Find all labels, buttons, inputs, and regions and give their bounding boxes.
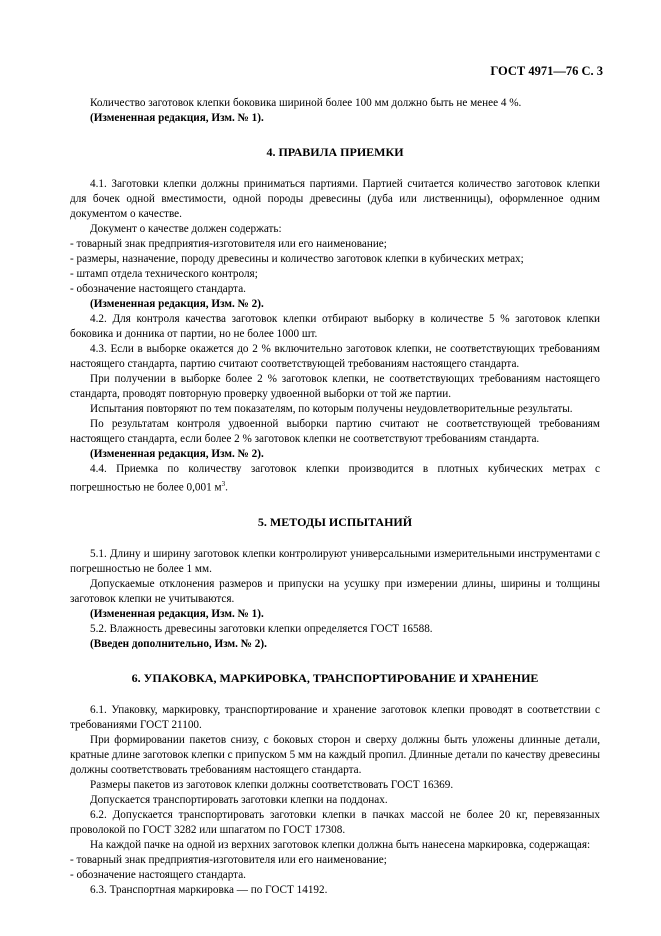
document-body bbox=[70, 96, 600, 898]
paragraph-text: 4.4. Приемка по количеству заготовок клепки производится в плотных кубических метрах с погрешностью не более 0,001 м bbox=[70, 463, 600, 494]
list-item: - товарный знак предприятия-изготовителя или его наименование; bbox=[70, 853, 387, 866]
paragraph-end: . bbox=[225, 481, 228, 494]
paragraph: Количество заготовок клепки боковика шириной более 100 мм должно быть не менее 4 %. bbox=[90, 97, 522, 109]
revision-note: (Измененная редакция, Изм. № 1). bbox=[90, 607, 264, 620]
revision-note: (Измененная редакция, Изм. № 2). bbox=[90, 298, 264, 310]
paragraph: Размеры пакетов из заготовок клепки должны соответствовать ГОСТ 16369. bbox=[90, 778, 454, 791]
page-header: ГОСТ 4971—76 С. 3 bbox=[490, 64, 603, 78]
paragraph: 6.1. Упаковку, маркировку, транспортирование и хранение заготовок клепки проводят в соответствии с требованиями ГОСТ 21100. bbox=[70, 703, 600, 731]
paragraph: Документ о качестве должен содержать: bbox=[90, 223, 282, 235]
list-item: - размеры, назначение, породу древесины и количество заготовок клепки в кубических метрах; bbox=[70, 253, 524, 265]
section-5-title: 5. МЕТОДЫ ИСПЫТАНИЙ bbox=[257, 514, 413, 529]
list-item: - обозначение настоящего стандарта. bbox=[70, 283, 246, 295]
paragraph: 5.2. Влажность древесины заготовки клепки определяется ГОСТ 16588. bbox=[90, 622, 433, 635]
section-4-title: 4. ПРАВИЛА ПРИЕМКИ bbox=[266, 145, 404, 159]
revision-note: (Измененная редакция, Изм. № 1). bbox=[90, 112, 264, 124]
revision-note: (Введен дополнительно, Изм. № 2). bbox=[90, 637, 267, 650]
list-item: - товарный знак предприятия-изготовителя или его наименование; bbox=[70, 238, 387, 250]
paragraph: Испытания повторяют по тем показателям, по которым получены неудовлетворительные результаты. bbox=[90, 403, 573, 415]
paragraph bbox=[70, 462, 600, 496]
paragraph: На каждой пачке на одной из верхних заготовок клепки должна быть нанесена маркировка, содержащая: bbox=[90, 838, 591, 851]
paragraph: Допускаемые отклонения размеров и припуски на усушку при измерении длины, ширины и толщины заготовок клепки не учитываются. bbox=[70, 577, 600, 605]
paragraph: По результатам контроля удвоенной выборки партию считают не соответствующей требованиям настоящего стандарта, если более 2 % заготовок клепки не соответствуют требованиям стандарта. bbox=[70, 418, 600, 445]
paragraph: Допускается транспортировать заготовки клепки на поддонах. bbox=[90, 793, 388, 806]
section-6-title: 6. УПАКОВКА, МАРКИРОВКА, ТРАНСПОРТИРОВАНИЕ И ХРАНЕНИЕ bbox=[131, 670, 539, 685]
paragraph: 6.2. Допускается транспортировать заготовки клепки в пачках массой не более 20 кг, перевязанных проволокой по ГОСТ 3282 или шпагатом по ГОСТ 17308. bbox=[70, 808, 600, 836]
paragraph: При формировании пакетов снизу, с боковых сторон и сверху должны быть уложены длинные детали, кратные длине заготовок клепки с припуском 5 мм на каждый пропил. Длинные детали по качеству древесины должны соответствовать требованиям настоящего стандарта. bbox=[70, 733, 600, 776]
paragraph: 5.1. Длину и ширину заготовок клепки контролируют универсальными измерительными инструментами с погрешностью не более 1 мм. bbox=[70, 547, 600, 575]
list-item: - обозначение настоящего стандарта. bbox=[70, 868, 246, 881]
revision-note: (Измененная редакция, Изм. № 2). bbox=[90, 448, 264, 460]
paragraph: 4.3. Если в выборке окажется до 2 % включительно заготовок клепки, не соответствующих требованиям настоящего стандарта, партию считают соответствующей требованиям настоящего стандарта. bbox=[70, 343, 600, 370]
paragraph: 6.3. Транспортная маркировка — по ГОСТ 14192. bbox=[90, 883, 328, 896]
list-item: - штамп отдела технического контроля; bbox=[70, 268, 258, 280]
superscript: 3 bbox=[221, 480, 226, 488]
paragraph: При получении в выборке более 2 % заготовок клепки, не соответствующих требованиям настоящего стандарта, проводят повторную проверку удвоенной выборки от той же партии. bbox=[70, 373, 600, 400]
paragraph: 4.1. Заготовки клепки должны приниматься партиями. Партией считается количество заготовок клепки для бочек одной вместимости, одной породы древесины (дуба или лиственницы), оформленное одним документом о качестве. bbox=[70, 178, 600, 220]
paragraph: 4.2. Для контроля качества заготовок клепки отбирают выборку в количестве 5 % заготовок клепки боковика и донника от партии, но не более 1000 шт. bbox=[70, 313, 600, 340]
